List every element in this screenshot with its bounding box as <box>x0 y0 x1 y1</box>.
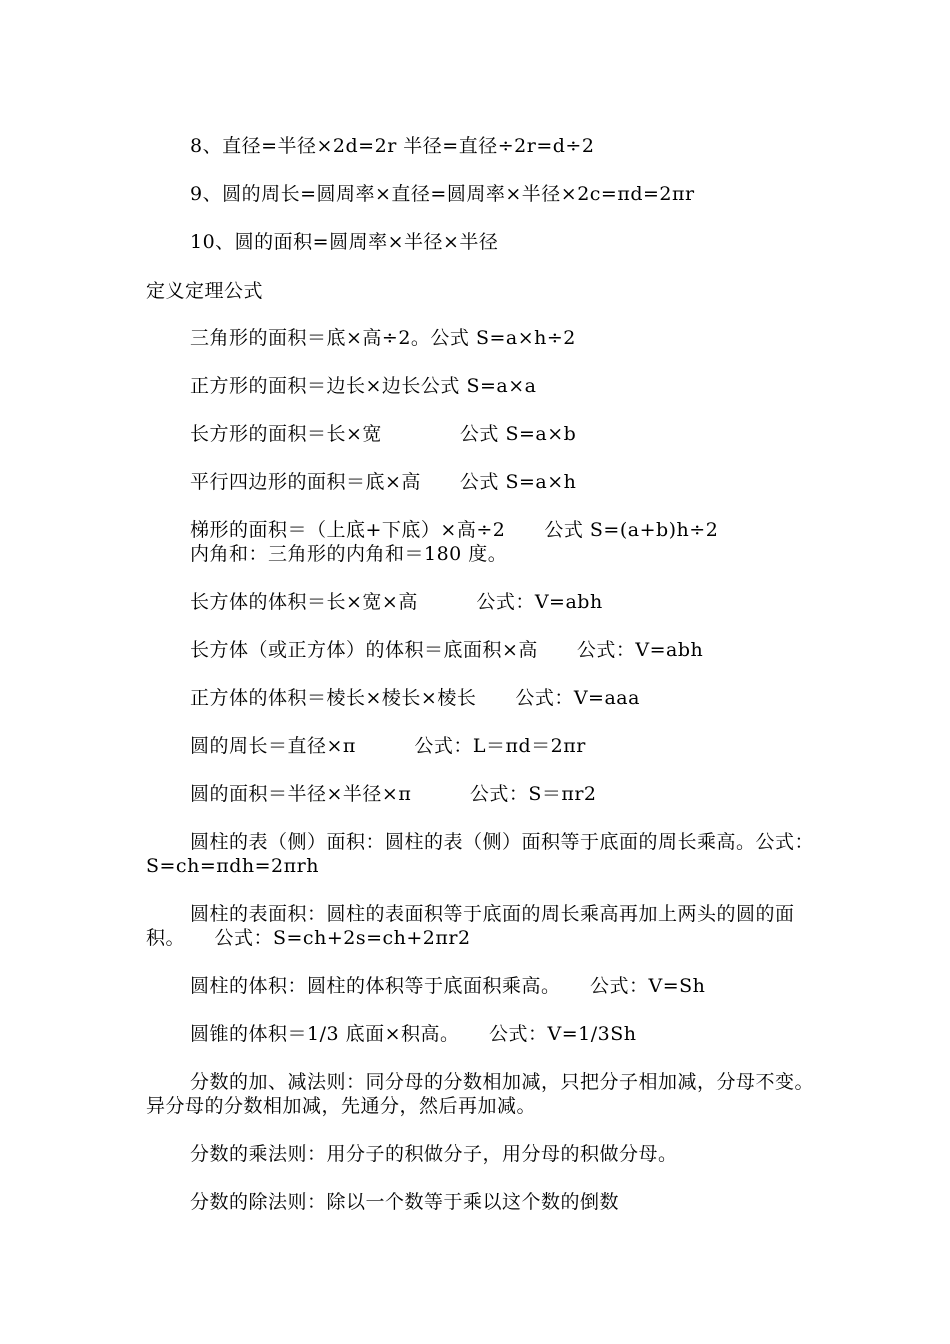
rule-fraction-addition: 分数的加、减法则：同分母的分数相加减，只把分子相加减，分母不变。异分母的分数相加减，先通分，然后再加减。 <box>146 1071 815 1117</box>
formula-circle-area-2: 圆的面积＝半径×半径×π 公式：S＝πr2 <box>190 783 597 805</box>
formula-cylinder-surface-area: 圆柱的表面积：圆柱的表面积等于底面的周长乘高再加上两头的圆的面积。 公式：S=ch+2s=ch+2πr2 <box>146 903 795 949</box>
formula-circumference: 9、圆的周长=圆周率×直径=圆周率×半径×2c=πd=2πr <box>190 183 695 205</box>
formula-triangle-area: 三角形的面积＝底×高÷2。公式 S=a×h÷2 <box>190 327 576 349</box>
formula-diameter: 8、直径=半径×2d=2r 半径=直径÷2r=d÷2 <box>190 135 595 157</box>
formula-cuboid-volume: 长方体的体积＝长×宽×高 公式：V=abh <box>190 591 603 613</box>
formula-interior-angle: 内角和：三角形的内角和＝180 度。 <box>190 543 508 565</box>
formula-cylinder-lateral-area: 圆柱的表（侧）面积：圆柱的表（侧）面积等于底面的周长乘高。公式：S=ch=πdh=2πrh <box>146 831 815 877</box>
formula-parallelogram-area: 平行四边形的面积＝底×高 公式 S=a×h <box>190 471 577 493</box>
rule-fraction-division: 分数的除法则：除以一个数等于乘以这个数的倒数 <box>190 1191 620 1213</box>
rule-fraction-multiplication: 分数的乘法则：用分子的积做分子，用分母的积做分母。 <box>190 1143 678 1165</box>
formula-trapezoid-area: 梯形的面积＝（上底+下底）×高÷2 公式 S=(a+b)h÷2 <box>190 519 719 541</box>
formula-cone-volume: 圆锥的体积＝1/3 底面×积高。 公式：V=1/3Sh <box>190 1023 637 1045</box>
formula-cube-volume: 正方体的体积＝棱长×棱长×棱长 公式：V=aaa <box>190 687 640 709</box>
formula-cylinder-volume: 圆柱的体积：圆柱的体积等于底面积乘高。 公式：V=Sh <box>190 975 706 997</box>
formula-circle-perimeter: 圆的周长＝直径×π 公式：L＝πd＝2πr <box>190 735 586 757</box>
formula-cuboid-base-volume: 长方体（或正方体）的体积＝底面积×高 公式：V=abh <box>190 639 704 661</box>
formula-square-area: 正方形的面积＝边长×边长公式 S=a×a <box>190 375 537 397</box>
section-heading: 定义定理公式 <box>146 280 264 302</box>
formula-circle-area: 10、圆的面积=圆周率×半径×半径 <box>190 231 499 253</box>
formula-rectangle-area: 长方形的面积＝长×宽 公式 S=a×b <box>190 423 577 445</box>
